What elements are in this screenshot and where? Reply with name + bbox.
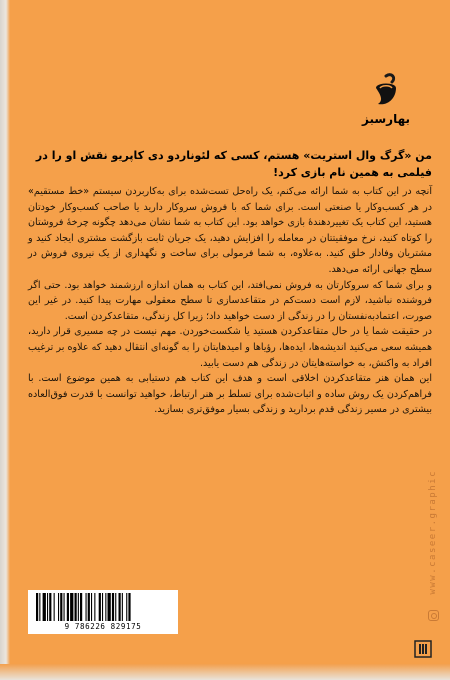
- publisher-logo: [362, 70, 410, 134]
- blurb-paragraph: آنچه در این کتاب به شما ارائه می‌کنم، یک راه‌حل تست‌شده برای به‌کاربردن سیستم «خط مستقیم» در هر کسب‌وکار یا صنعتی است. برای شما که با فروش سروکار دارید یا صاحب کسب‌وکار خودتان هستید، این کتاب یک تغییردهندهٔ بازی خواهد بود. این کتاب به شما نشان می‌دهد چگونه چرخهٔ فروشتان را کوتاه کنید، نرخ موفقیتتان در معامله را افزایش دهید، یک جریان ثابت بازگشت مشتری ایجاد کنید و مشتریان وفادار خلق کنید. به‌علاوه، به شما فرمولی برای ساخت و نگهداری از یک نیروی فروش در سطح جهانی ارائه می‌دهد.: [28, 186, 432, 275]
- blurb-paragraph: در حقیقت شما یا در حال متقاعدکردن هستید یا شکست‌خوردن. مهم نیست در چه مسیری قرار دارید، همیشه سعی می‌کنید اندیشه‌ها، ایده‌ها، رؤیاها و امیدهایتان را به گونه‌ای انتقال دهید که علاوه بر ترغیب افراد به واکنش، به خواسته‌هایتان در زندگی هم دست یابید.: [28, 326, 432, 369]
- publisher-mark-icon: [414, 640, 432, 658]
- blurb-paragraph: این همان هنر متقاعدکردن اخلاقی است و هدف این کتاب هم دستیابی به همین موضوع است. با فراهم‌کردن یک روش ساده و اثبات‌شده برای تسلط بر هنر ارتباط، خواهید توانست با قدرت فوق‌العاده بیشتری در مسیر زندگی قدم بردارید و زندگی بسیار موفق‌تری بسازید.: [28, 373, 432, 416]
- cover-bottom-edge: [0, 664, 450, 680]
- pepper-logo-icon: [366, 70, 406, 110]
- barcode: [28, 590, 178, 634]
- blurb-paragraph: و برای شما که سروکارتان به فروش نمی‌افتد، این کتاب به همان اندازه ارزشمند خواهد بود. حتی اگر فروشنده نباشید، لازم است دست‌کم در متقاعدسازی تا سطح معقولی مهارت پیدا کنید. در غیر این صورت، اعتمادبه‌نفستان را در زندگی از دست خواهید داد؛ زیرا کل زندگی، متقاعدکردن است.: [28, 279, 432, 322]
- lead-quote: من «گرگ وال استریت» هستم، کسی که لئوناردو دی کاپریو نقش او را در فیلمی به همین نام بازی کرد!: [35, 149, 432, 179]
- isbn-number: 9 786226 829175: [64, 622, 142, 631]
- instagram-icon: [428, 610, 439, 621]
- designer-watermark: www.caseer.graphic: [428, 470, 438, 595]
- cover-spine-edge: [0, 0, 10, 680]
- barcode-bars: [34, 593, 172, 621]
- publisher-name: بهارسبز: [362, 112, 411, 126]
- blurb-text: [28, 184, 432, 418]
